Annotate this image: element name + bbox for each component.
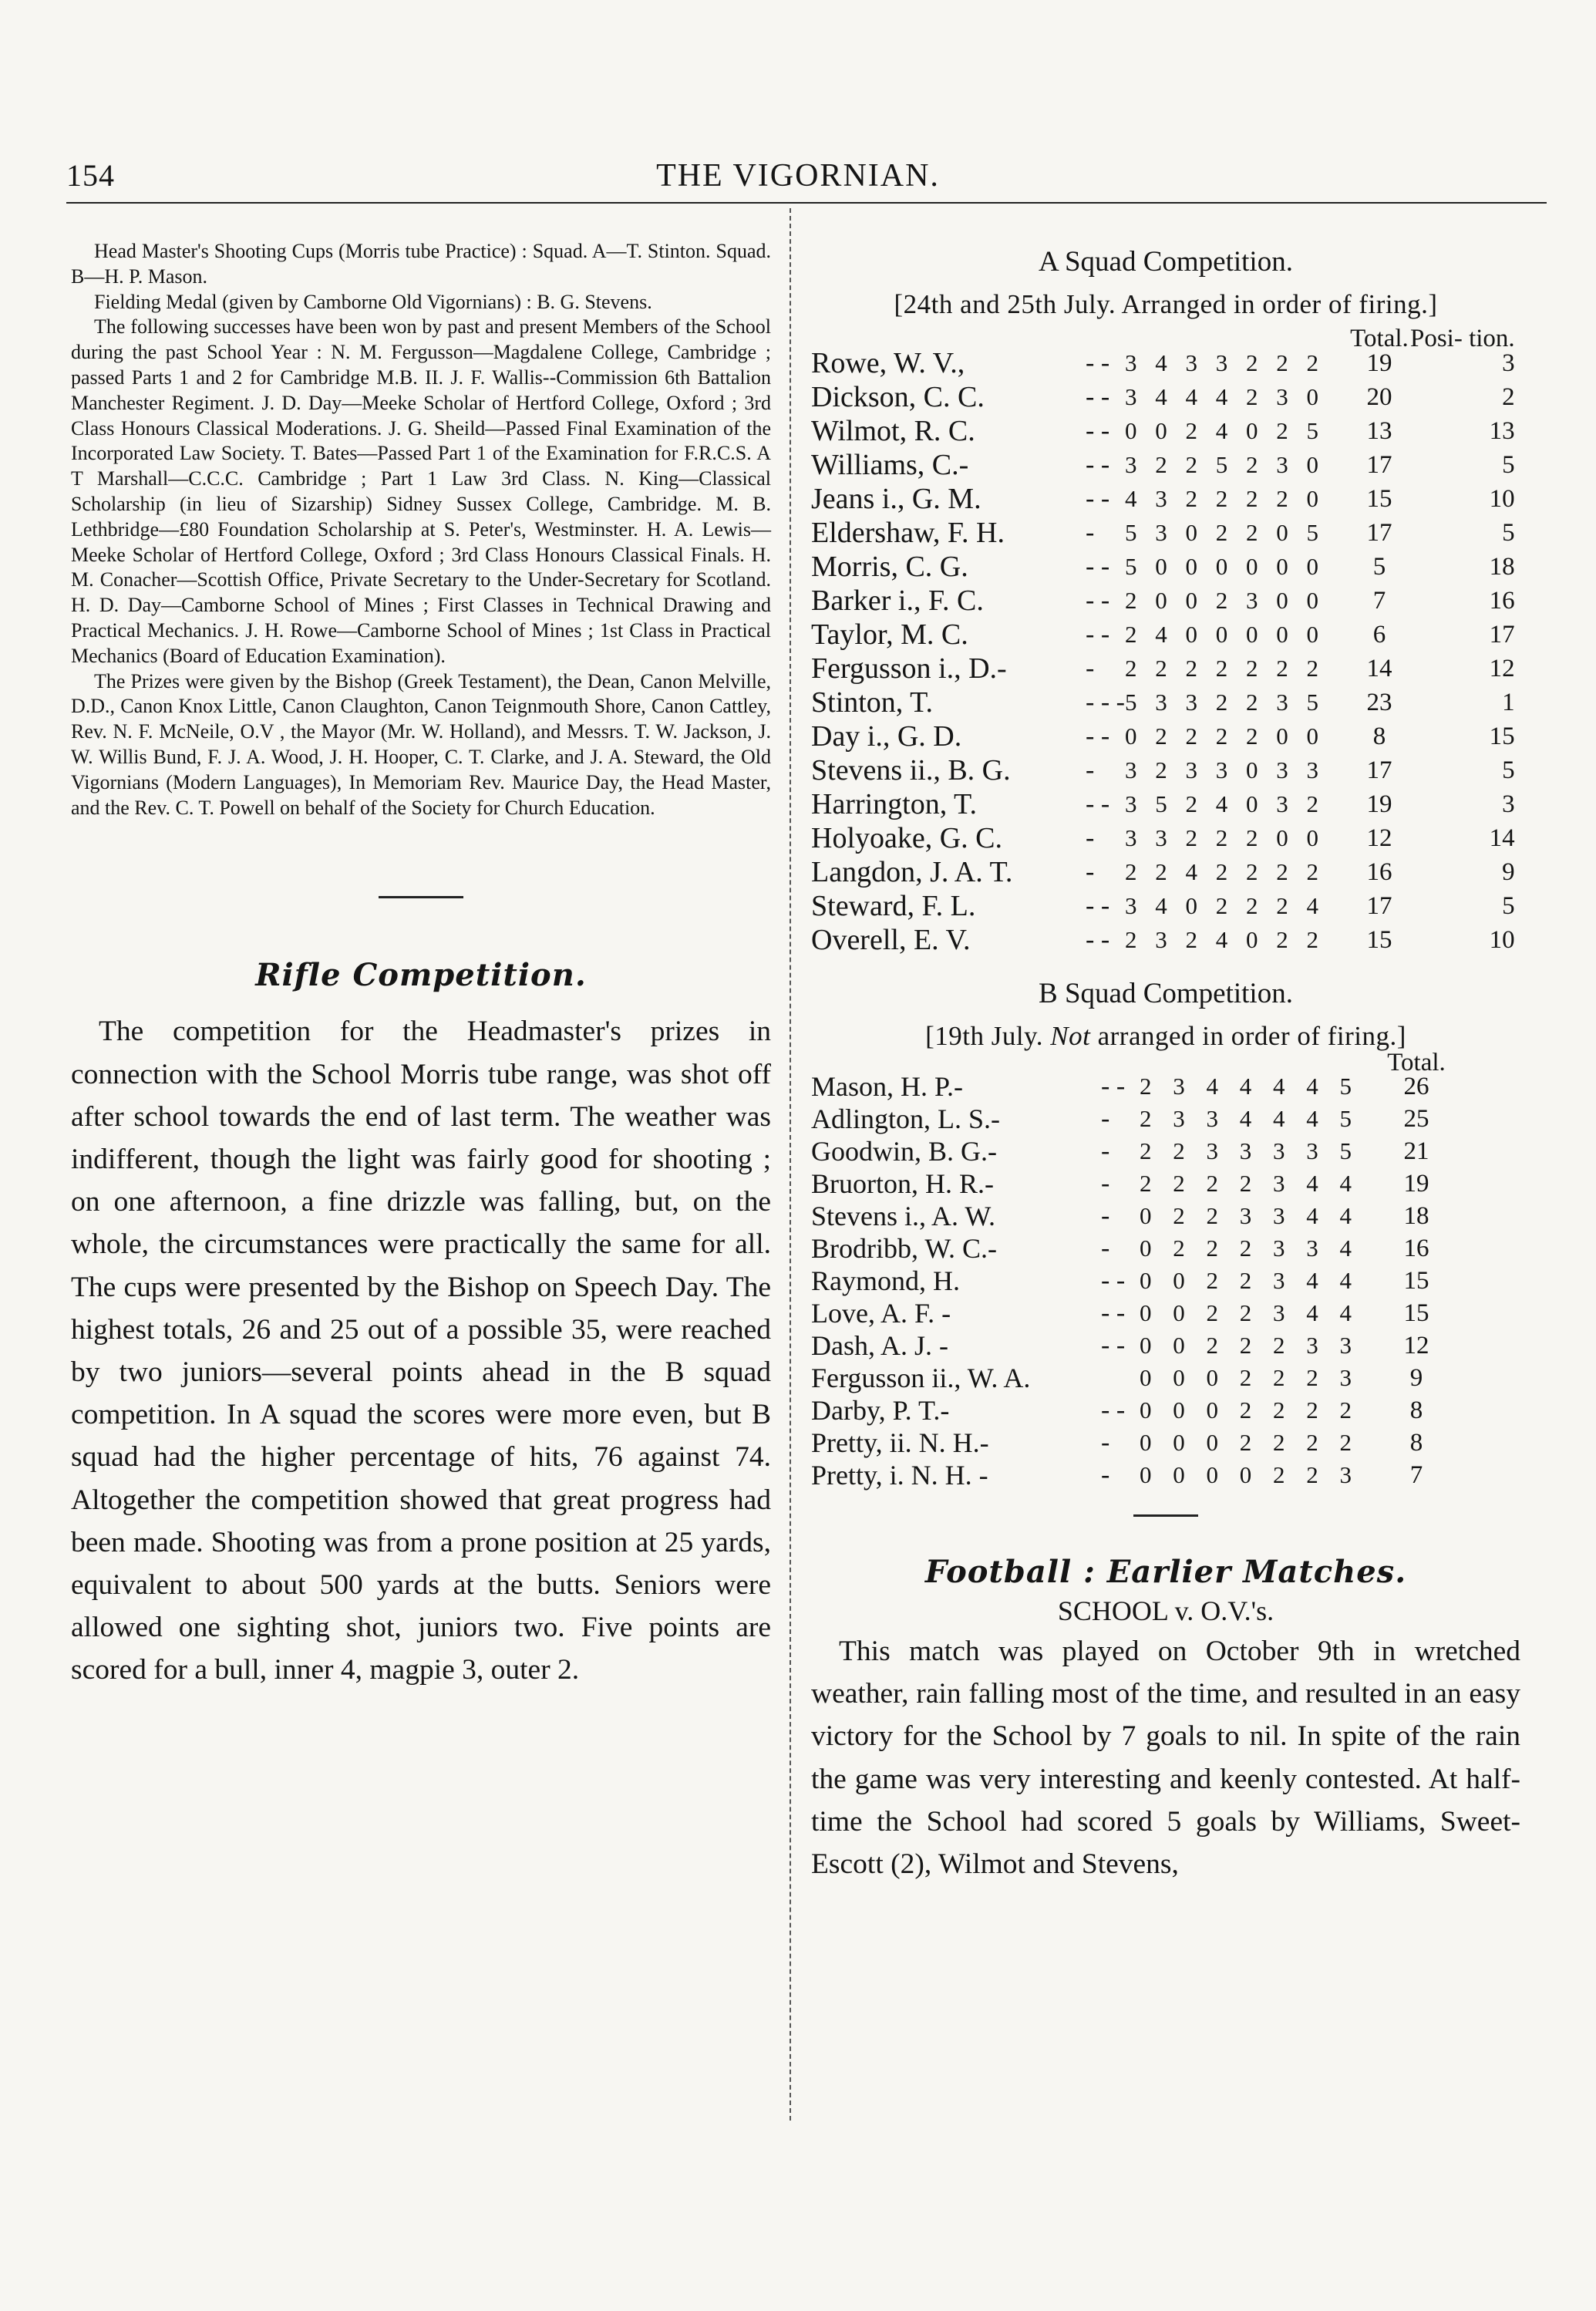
b-squad-table [811,1049,1450,1491]
leader-dashes: - - [1086,722,1110,750]
competitor-name: Holyoake, G. C. [811,822,1003,854]
b-subtitle-rest: arranged in order of firing.] [1097,1021,1406,1051]
shot-scores: 0 2 2 2 3 3 4 [1140,1235,1359,1262]
notice-fielding-medal: Fielding Medal (given by Camborne Old Vigornians) : B. G. Stevens. [94,290,652,313]
b_squad-row [811,1070,1450,1103]
right-column [811,245,1520,1885]
b-squad-subtitle [811,1021,1520,1052]
leader-dashes: - - [1101,1331,1126,1359]
leader-dashes: - - [1101,1396,1126,1424]
shot-scores: 3 5 2 4 0 3 2 [1124,790,1325,817]
position: 16 [1489,586,1515,615]
total-score: 7 [1372,586,1386,615]
competitor-name: Raymond, H. [811,1265,960,1296]
competitor-name: Adlington, L. S.- [811,1103,1001,1134]
total-score: 8 [1409,1428,1423,1457]
total-score: 17 [1366,518,1392,547]
competitor-name: Stevens ii., B. G. [811,754,1011,787]
shot-scores: 2 3 3 4 4 4 5 [1140,1105,1359,1132]
competitor-name: Mason, H. P.- [811,1071,964,1102]
competitor-name: Love, A. F. - [811,1298,951,1329]
shot-scores: 0 0 0 2 2 2 2 [1140,1429,1359,1456]
shot-scores: 2 2 3 3 3 3 5 [1140,1137,1359,1164]
competitor-name: Steward, F. L. [811,890,976,922]
competitor-name: Harrington, T. [811,788,977,820]
column-divider [790,208,791,2121]
a_squad-row [811,719,1515,753]
page-header [0,157,1596,204]
b-subtitle-date: [19th July. [925,1021,1044,1051]
rifle-article [71,1010,771,1691]
shot-scores: 3 4 4 4 2 3 0 [1124,383,1325,410]
b-squad-rows [811,1070,1450,1491]
competitor-name: Langdon, J. A. T. [811,856,1013,888]
shot-scores: 2 3 4 4 4 4 5 [1140,1073,1359,1100]
leader-dashes: - - [1086,484,1110,513]
football-heading: Football : Earlier Matches. [924,1554,1407,1590]
total-score: 17 [1366,450,1392,479]
shot-scores: 0 0 0 2 2 2 3 [1140,1364,1359,1391]
position: 5 [1502,891,1515,920]
a-col-position: Posi- tion. [1409,325,1515,352]
notice-prizes: The Prizes were given by the Bishop (Greek Testament), the Dean, Canon Melville, D.D., Canon Knox Little, Canon Claughton, Canon Teignmouth Shore, Canon Cattley, Rev. N. F. McNeile, O.V , the Mayor (Mr. W. Holland), and Messrs. T. W. Jackson, J. W. Willis Bund, F. J. A. Wood, J. H. Hooper, C. T. Clarke, and J. A. Steward, the Old Vigornians (Modern Languages), In Memoriam Rev. Maurice Day, the Head Master, and the Rev. C. T. Powell on behalf of the Society for Church Education. [71,669,771,819]
total-score: 17 [1366,891,1392,920]
position: 17 [1489,620,1515,648]
b-squad-title: B Squad Competition. [1039,978,1293,1009]
shot-scores: 2 2 4 2 2 2 2 [1124,858,1325,885]
total-score: 12 [1366,824,1392,852]
competitor-name: Fergusson i., D.- [811,652,1007,685]
total-score: 6 [1372,620,1386,648]
position: 2 [1502,382,1515,411]
leader-dashes: - [1101,1201,1110,1230]
page-number: 154 [66,158,115,193]
leader-dashes: - [1101,1428,1110,1457]
leader-dashes: - - [1086,552,1110,581]
section-rule [1133,1514,1198,1517]
a_squad-row [811,584,1515,618]
total-score: 12 [1403,1331,1429,1359]
a_squad-row [811,618,1515,652]
shot-scores: 3 2 3 3 0 3 3 [1124,756,1325,783]
a_squad-row [811,855,1515,889]
position: 5 [1502,450,1515,479]
football-article [811,1630,1520,1885]
a_squad-row [811,346,1515,380]
shot-scores: 3 2 2 5 2 3 0 [1124,451,1325,478]
total-score: 16 [1403,1234,1429,1262]
leader-dashes: - [1101,1169,1110,1198]
shot-scores: 0 0 2 2 2 3 3 [1140,1332,1359,1359]
position: 18 [1489,552,1515,581]
leader-dashes: - - [1086,450,1110,479]
total-score: 8 [1409,1396,1423,1424]
leader-dashes: - [1086,654,1095,682]
b_squad-row [811,1297,1450,1329]
position: 10 [1489,484,1515,513]
competitor-name: Morris, C. G. [811,551,968,583]
competitor-name: Barker i., F. C. [811,584,984,617]
a_squad-row [811,414,1515,448]
b_squad-row [811,1394,1450,1427]
position: 9 [1502,857,1515,886]
total-score: 21 [1403,1137,1429,1165]
leader-dashes: - [1086,824,1095,852]
b_squad-row [811,1459,1450,1491]
a_squad-row [811,448,1515,482]
a-squad-subtitle: [24th and 25th July. Arranged in order of firing.] [894,289,1438,319]
leader-dashes: - - [1086,620,1110,648]
left-column [71,239,771,1692]
competitor-name: Fergusson ii., W. A. [811,1363,1031,1393]
position: 3 [1502,349,1515,377]
leader-dashes [1101,1362,1140,1394]
leader-dashes: - [1086,756,1095,784]
b_squad-row [811,1427,1450,1459]
competitor-name: Day i., G. D. [811,720,962,753]
total-score: 25 [1403,1104,1429,1133]
shot-scores: 0 0 2 2 3 4 4 [1140,1299,1359,1326]
competitor-name: Bruorton, H. R.- [811,1168,994,1199]
b-subtitle-not: Not [1050,1021,1091,1051]
b_squad-row [811,1265,1450,1297]
competitor-name: Stinton, T. [811,686,934,719]
competitor-name: Williams, C.- [811,449,969,481]
school-notices [71,239,771,820]
section-rule [379,896,463,898]
competitor-name: Taylor, M. C. [811,618,968,651]
competitor-name: Rowe, W. V., [811,347,965,379]
competitor-name: Overell, E. V. [811,924,971,956]
b_squad-row [811,1135,1450,1167]
competitor-name: Darby, P. T.- [811,1395,950,1426]
a-squad-header-row [811,331,1515,346]
a_squad-row [811,482,1515,516]
a_squad-row [811,550,1515,584]
total-score: 16 [1366,857,1392,886]
a_squad-row [811,889,1515,923]
total-score: 19 [1366,349,1392,377]
leader-dashes: - [1101,1234,1110,1262]
total-score: 15 [1403,1266,1429,1295]
total-score: 19 [1366,790,1392,818]
b-col-total: Total. [1387,1049,1446,1076]
position: 3 [1502,790,1515,818]
a-squad-rows [811,346,1515,957]
leader-dashes: - - [1101,1266,1126,1295]
leader-dashes: - - [1086,891,1110,920]
shot-scores: 0 2 2 2 2 0 0 [1124,723,1325,750]
position: 5 [1502,518,1515,547]
leader-dashes: - - [1086,416,1110,445]
shot-scores: 0 0 0 0 2 2 3 [1140,1461,1359,1488]
leader-dashes: - - [1101,1299,1126,1327]
position: 12 [1489,654,1515,682]
a_squad-row [811,787,1515,821]
position: 10 [1489,925,1515,954]
competitor-name: Dash, A. J. - [811,1330,948,1361]
shot-scores: 0 0 2 2 3 4 4 [1140,1267,1359,1294]
a_squad-row [811,821,1515,855]
competitor-name: Stevens i., A. W. [811,1201,996,1231]
competitor-name: Goodwin, B. G.- [811,1136,997,1167]
rifle-heading: Rifle Competition. [255,957,587,994]
competitor-name: Brodribb, W. C.- [811,1233,998,1264]
shot-scores: 3 4 0 2 2 2 4 [1124,892,1325,919]
total-score: 19 [1403,1169,1429,1198]
b_squad-row [811,1103,1450,1135]
shot-scores: 4 3 2 2 2 2 0 [1124,485,1325,512]
position: 15 [1489,722,1515,750]
total-score: 9 [1409,1363,1423,1392]
a-col-total: Total. [1350,325,1409,352]
shot-scores: 2 0 0 2 3 0 0 [1124,587,1325,614]
leader-dashes: - [1101,1460,1110,1489]
leader-dashes: - - [1086,586,1110,615]
a-squad-title: A Squad Competition. [1039,246,1293,278]
total-score: 15 [1403,1299,1429,1327]
a-squad-table [811,325,1515,957]
position: 14 [1489,824,1515,852]
b-squad-header-row [811,1055,1450,1070]
total-score: 15 [1366,484,1392,513]
competitor-name: Eldershaw, F. H. [811,517,1005,549]
shot-scores: 3 3 2 2 2 0 0 [1124,824,1325,851]
leader-dashes: - [1086,857,1095,886]
leader-dashes: - - - [1086,688,1125,716]
leader-dashes: - [1101,1104,1110,1133]
shot-scores: 2 2 2 2 3 4 4 [1140,1170,1359,1197]
total-score: 15 [1366,925,1392,954]
position: 1 [1502,688,1515,716]
total-score: 13 [1366,416,1392,445]
competitor-name: Pretty, i. N. H. - [811,1460,988,1491]
notice-shooting-cups: Head Master's Shooting Cups (Morris tube Practice) : Squad. A—T. Stinton. Squad. B—H. P. Mason. [71,240,771,288]
shot-scores: 2 2 2 2 2 2 2 [1124,655,1325,682]
competitor-name: Wilmot, R. C. [811,415,975,447]
b_squad-row [811,1200,1450,1232]
position: 13 [1489,416,1515,445]
total-score: 14 [1366,654,1392,682]
notice-successes: The following successes have been won by past and present Members of the School during the past School Year : N. M. Fergusson—Magdalene College, Cambridge ; passed Parts 1 and 2 for Cambridge M.B. II. J. F. Wallis--Commission 6th Battalion Manchester Regiment. J. D. Day—Meeke Scholar of Hertford College, Oxford ; 3rd Class Honours Classical Moderations. J. G. Sheild—Passed Final Examination of the Incorporated Law Society. T. Bates—Passed Part 1 of the Examination for F.R.C.S. A T Marshall—C.C.C. Cambridge ; Part 1 Law 3rd Class. N. King—Classical Scholarship (in lieu of Sizarship) Sidney Sussex College, Cambridge. M. B. Lethbridge—£80 Foundation Scholarship at S. Peter's, Westminster. H. A. Lewis—Meeke Scholar of Hertford College, Oxford ; 3rd Class Honours Classical Finals. H. M. Conacher—Scottish Office, Private Secretary to the Under-Secretary for Scotland. H. D. Day—Camborne School of Mines ; First Classes in Technical Drawing and Practical Mechanics. J. H. Rowe—Camborne School of Mines ; 1st Class in Practical Mechanics (Board of Education Examination). [71,315,771,667]
leader-dashes: - - [1086,790,1110,818]
total-score: 23 [1366,688,1392,716]
total-score: 18 [1403,1201,1429,1230]
journal-title: THE VIGORNIAN. [656,158,940,194]
b_squad-row [811,1362,1450,1394]
total-score: 26 [1403,1072,1429,1100]
shot-scores: 5 3 3 2 2 3 5 [1124,689,1325,716]
leader-dashes: - - [1086,925,1110,954]
shot-scores: 5 3 0 2 2 0 5 [1124,519,1325,546]
total-score: 5 [1372,552,1386,581]
total-score: 8 [1372,722,1386,750]
leader-dashes: - [1086,518,1095,547]
total-score: 20 [1366,382,1392,411]
b_squad-row [811,1329,1450,1362]
competitor-name: Dickson, C. C. [811,381,985,413]
header-rule [66,202,1547,204]
leader-dashes: - [1101,1137,1110,1165]
a_squad-row [811,516,1515,550]
shot-scores: 0 0 2 4 0 2 5 [1124,417,1325,444]
competitor-name: Pretty, ii. N. H.- [811,1427,989,1458]
a_squad-row [811,753,1515,787]
football-paragraph: This match was played on October 9th in wretched weather, rain falling most of the time, and resulted in an easy victory for the School by 7 goals to nil. In spite of the rain the game was very interesting and keenly contested. At half-time the School had scored 5 goals by Williams, Sweet-Escott (2), Wilmot and Stevens, [811,1636,1520,1881]
a_squad-row [811,923,1515,957]
total-score: 17 [1366,756,1392,784]
b_squad-row [811,1167,1450,1200]
shot-scores: 0 0 0 2 2 2 2 [1140,1396,1359,1423]
b_squad-row [811,1232,1450,1265]
a_squad-row [811,380,1515,414]
shot-scores: 2 4 0 0 0 0 0 [1124,621,1325,648]
a_squad-row [811,652,1515,686]
leader-dashes: - - [1101,1072,1126,1100]
shot-scores: 5 0 0 0 0 0 0 [1124,553,1325,580]
total-score: 7 [1409,1460,1423,1489]
shot-scores: 0 2 2 3 3 4 4 [1140,1202,1359,1229]
competitor-name: Jeans i., G. M. [811,483,982,515]
football-subheading: SCHOOL v. O.V.'s. [1057,1595,1274,1626]
rifle-paragraph: The competition for the Headmaster's prizes in connection with the School Morris tube range, was shot off after school towards the end of last term. The weather was indifferent, though the light was fairly good for shooting ; on one afternoon, a fine drizzle was falling, but, on the whole, the circumstances were practically the same for all. The cups were presented by the Bishop on Speech Day. The highest totals, 26 and 25 out of a possible 35, were reached by two juniors—several points ahead in the B squad competition. In A squad the scores were more even, but B squad had the higher percentage of hits, 76 against 74. Altogether the competition showed that great progress had been made. Shooting was from a prone position at 25 yards, equivalent to about 500 yards at the butts. Seniors were allowed one sighting shot, juniors two. Five points are scored for a bull, inner 4, magpie 3, outer 2. [71,1016,771,1686]
leader-dashes: - - [1086,349,1110,377]
leader-dashes: - - [1086,382,1110,411]
shot-scores: 2 3 2 4 0 2 2 [1124,926,1325,953]
position: 5 [1502,756,1515,784]
a_squad-row [811,686,1515,719]
shot-scores: 3 4 3 3 2 2 2 [1124,349,1325,376]
